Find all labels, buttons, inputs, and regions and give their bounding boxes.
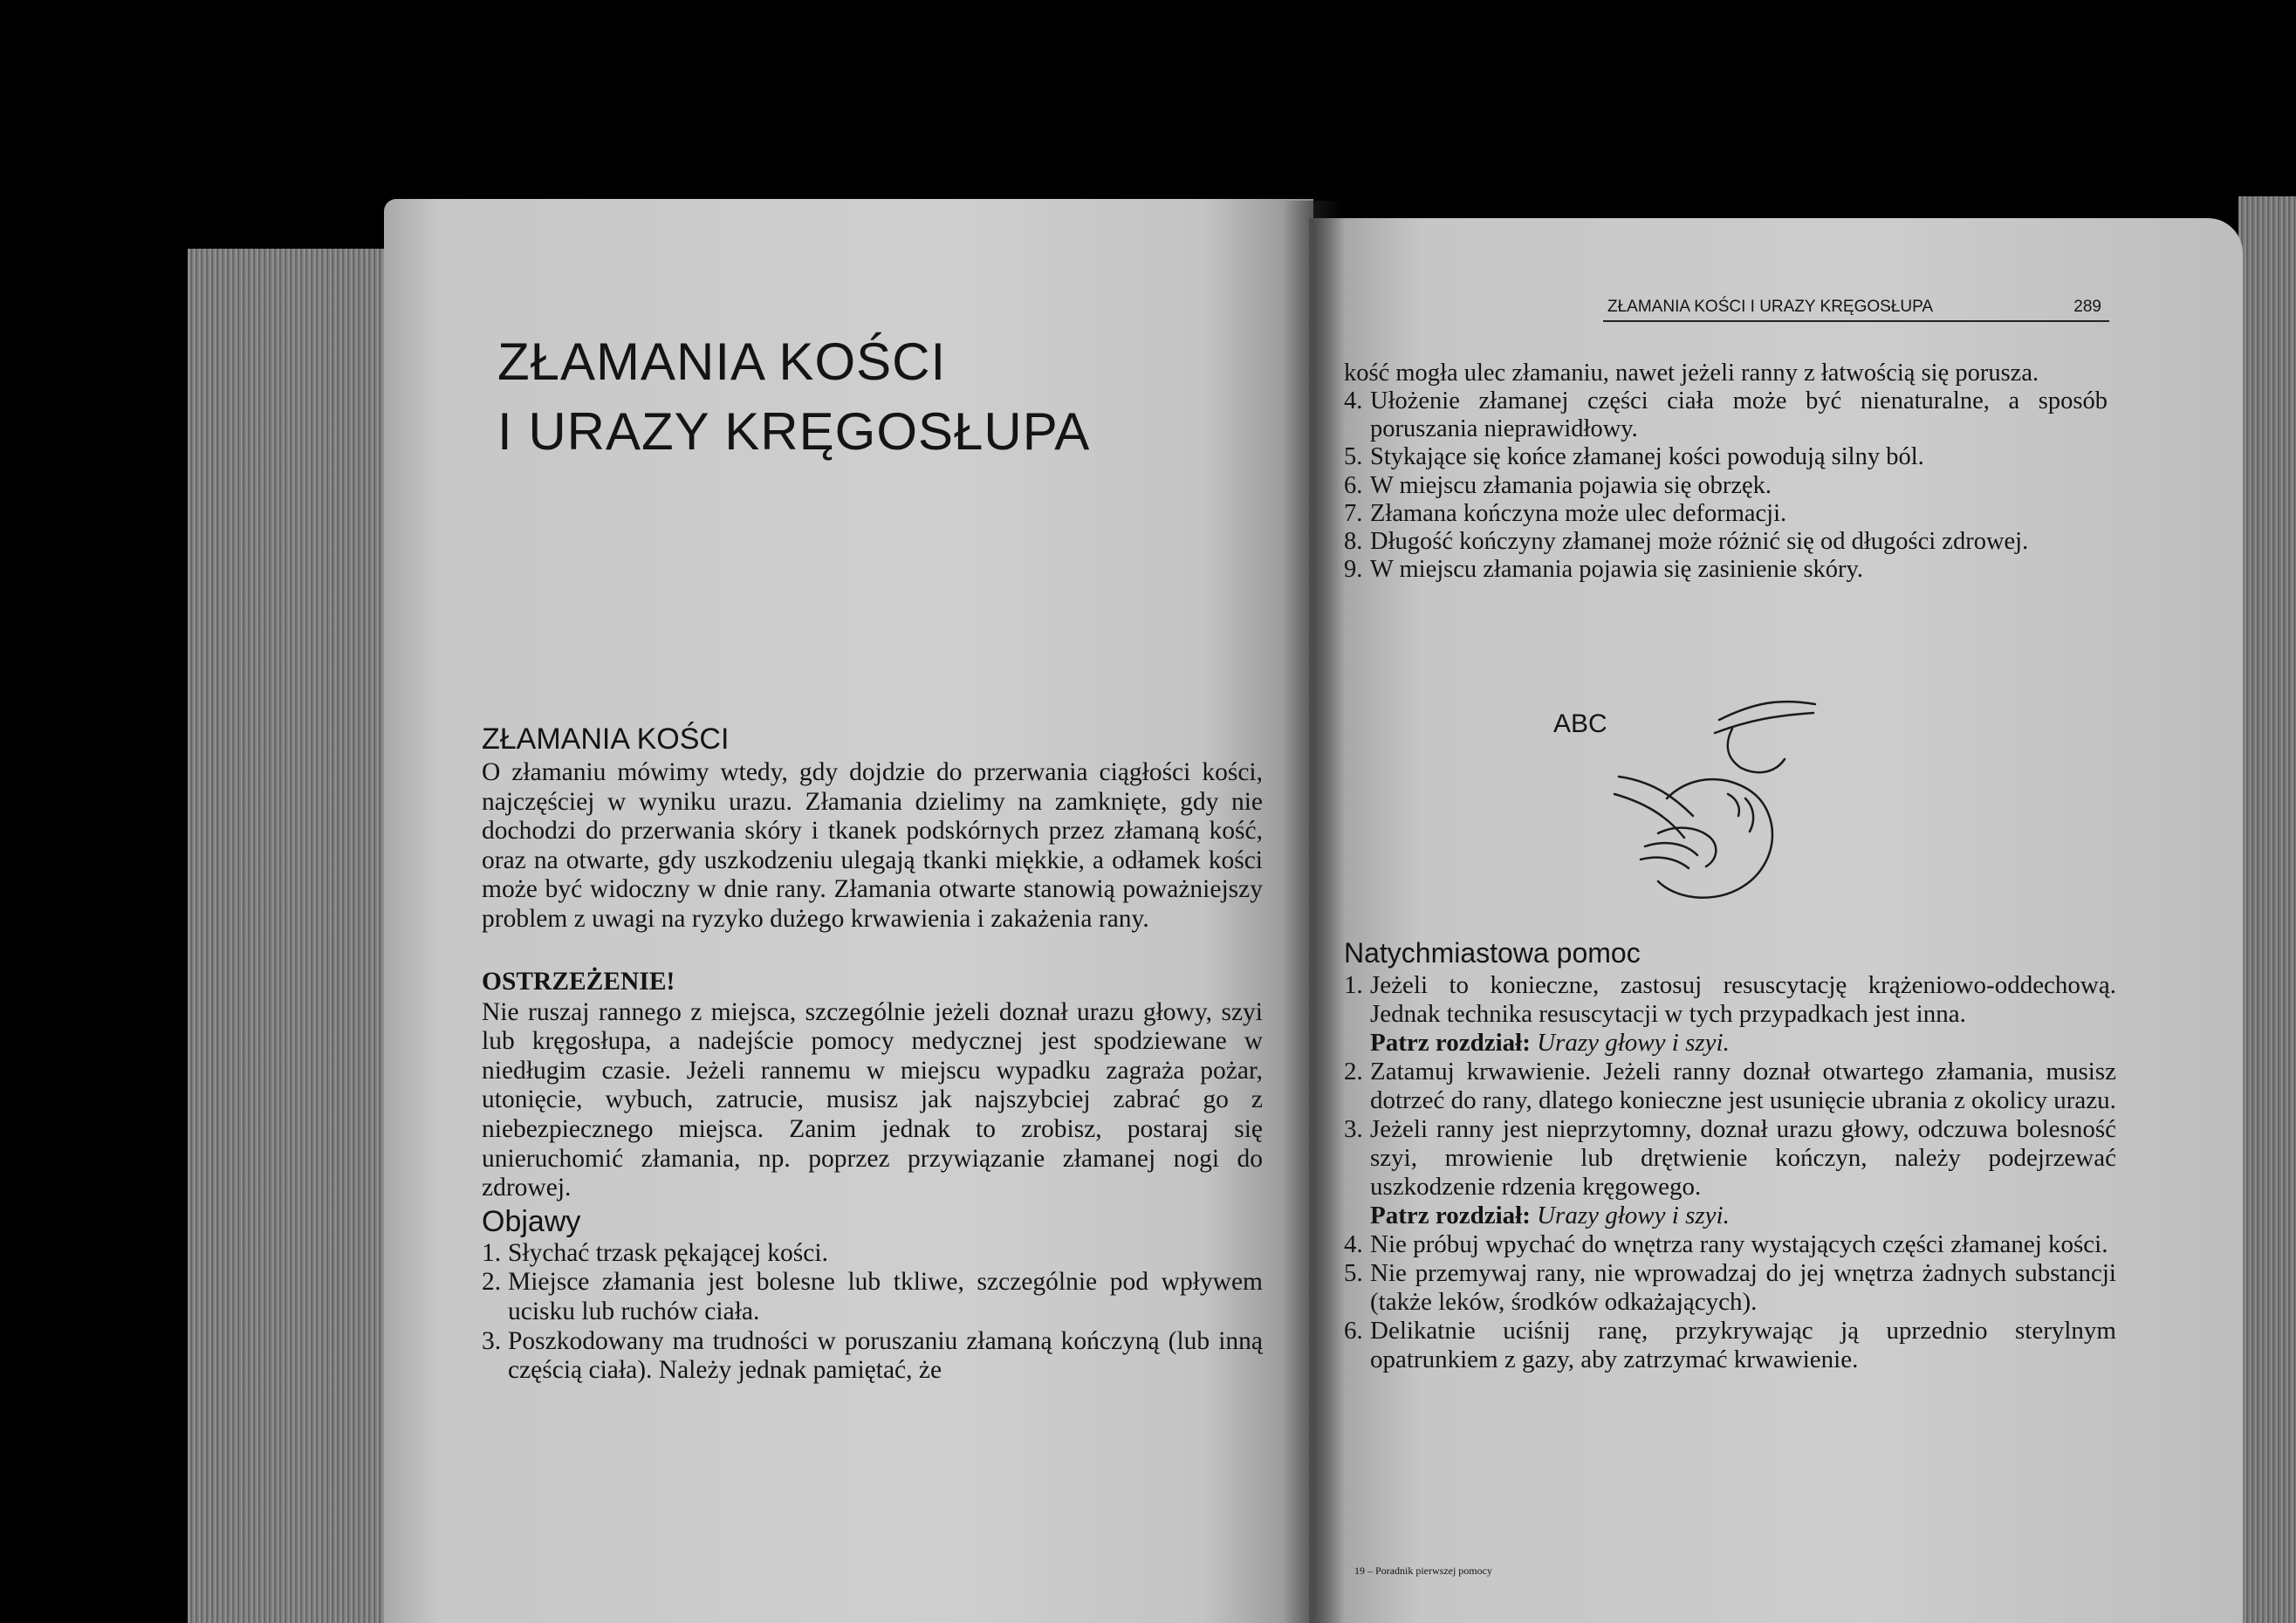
list-item: 2. Zatamuj krwawienie. Jeżeli ranny doznał otwartego złamania, musisz dotrzeć do rany, dlatego konieczne jest usunięcie ubrania z okolicy urazu. — [1344, 1058, 2116, 1114]
list-item: 3. Jeżeli ranny jest nieprzytomny, doznał urazu głowy, odczuwa bolesność szyi, mrowienie lub drętwienie kończyn, należy podejrzewać uszkodzenie rdzenia kręgowego. Patrz rozdział: Urazy głowy i szyi. — [1344, 1115, 2116, 1229]
immediate-help-section — [1344, 937, 2116, 1374]
list-item: 7. Złamana kończyna może ulec deformacji. — [1344, 499, 1787, 527]
list-item: 8. Długość kończyny złamanej może różnić się od długości zdrowej. — [1344, 528, 2029, 556]
see-chapter-ref: Patrz rozdział: Urazy głowy i szyi. — [1370, 1029, 1730, 1057]
help-title: Natychmiastowa pomoc — [1344, 937, 1641, 969]
book-page-edges-right — [2238, 196, 2296, 1623]
chapter-title-line1: ZŁAMANIA KOŚCI — [497, 332, 947, 391]
symptoms-continued — [1344, 360, 2108, 584]
see-chapter-ref: Patrz rozdział: Urazy głowy i szyi. — [1370, 1202, 1730, 1229]
book-gutter — [1283, 201, 1344, 1623]
book-page-edges-left — [188, 249, 388, 1623]
header-title: ZŁAMANIA KOŚCI I URAZY KRĘGOSŁUPA — [1607, 298, 1934, 316]
header-rule — [1603, 320, 2109, 322]
symptoms-list — [482, 1239, 1263, 1386]
symptoms-list-continued — [1344, 387, 2108, 584]
list-item: 5. Stykające się końce złamanej kości powodują silny ból. — [1344, 443, 1924, 471]
list-item: 9. W miejscu złamania pojawia się zasinienie skóry. — [1344, 556, 1864, 584]
chapter-title-line2: I URAZY KRĘGOSŁUPA — [497, 402, 1091, 461]
help-steps-list — [1344, 971, 2116, 1374]
hands-on-head-drawing — [1553, 694, 1859, 921]
chapter-title — [497, 327, 1196, 467]
list-item: 1. Słychać trzask pękającej kości. — [482, 1238, 828, 1267]
page-number: 289 — [2073, 298, 2101, 316]
list-item: 5. Nie przemywaj rany, nie wprowadzaj do jej wnętrza żadnych substancji (także leków, środków odkażających). — [1344, 1259, 2116, 1316]
list-item: 6. Delikatnie uciśnij ranę, przykrywając ją uprzednio sterylnym opatrunkiem z gazy, aby zatrzymać krwawienie. — [1344, 1317, 2116, 1373]
fractures-section — [482, 722, 1263, 1386]
list-item: 3. Poszkodowany ma trudności w poruszaniu złamaną kończyną (lub inną częścią ciała). Należy jednak pamiętać, że — [482, 1326, 1263, 1385]
symptoms-title: Objawy — [482, 1204, 581, 1238]
warning-title: OSTRZEŻENIE! — [482, 967, 675, 996]
intro-paragraph: O złamaniu mówimy wtedy, gdy dojdzie do przerwania ciągłości kości, najczęściej w wyniku urazu. Złamania dzielimy na zamknięte, gdy nie dochodzi do przerwania skóry i tkanek podskórnych przez złamaną kość, oraz na otwarte, gdy uszkodzeniu ulegają tkanki miękkie, a odłamek kości może być widoczny w dnie rany. Złamania otwarte stanowią poważniejszy problem z uwagi na ryzyko dużego krwawienia i zakażenia rany. — [482, 758, 1263, 933]
list-item: 4. Ułożenie złamanej części ciała może być nienaturalne, a sposób poruszania nieprawidłowy. — [1344, 387, 2108, 443]
first-aid-illustration — [1553, 694, 1859, 921]
list-item: 6. W miejscu złamania pojawia się obrzęk. — [1344, 471, 1772, 499]
list-item: 4. Nie próbuj wpychać do wnętrza rany wystających części złamanej kości. — [1344, 1230, 2108, 1258]
page-footer: 19 – Poradnik pierwszej pomocy — [1354, 1565, 1492, 1577]
illustration-label: ABC — [1553, 709, 1607, 738]
section-title: ZŁAMANIA KOŚCI — [482, 722, 730, 756]
continuation-text: kość mogła ulec złamaniu, nawet jeżeli ranny z łatwością się porusza. — [1344, 360, 2039, 387]
list-item: 2. Miejsce złamania jest bolesne lub tkliwe, szczególnie pod wpływem ucisku lub ruchów ciała. — [482, 1268, 1263, 1325]
warning-paragraph: Nie ruszaj rannego z miejsca, szczególnie jeżeli doznał urazu głowy, szyi lub kręgosłupa, a nadejście pomocy medycznej jest spodziewane w niedługim czasie. Jeżeli rannemu w miejscu wypadku zagraża pożar, utonięcie, wybuch, zatrucie, musisz jak najszybciej zabrać go z niebezpiecznego miejsca. Zanim jednak to zrobisz, postaraj się unieruchomić złamania, np. poprzez przywiązanie złamanej nogi do zdrowej. — [482, 997, 1263, 1202]
list-item: 1. Jeżeli to konieczne, zastosuj resuscytację krążeniowo-oddechową. Jednak technika resuscytacji w tych przypadkach jest inna. Patrz rozdział: Urazy głowy i szyi. — [1344, 971, 2116, 1057]
